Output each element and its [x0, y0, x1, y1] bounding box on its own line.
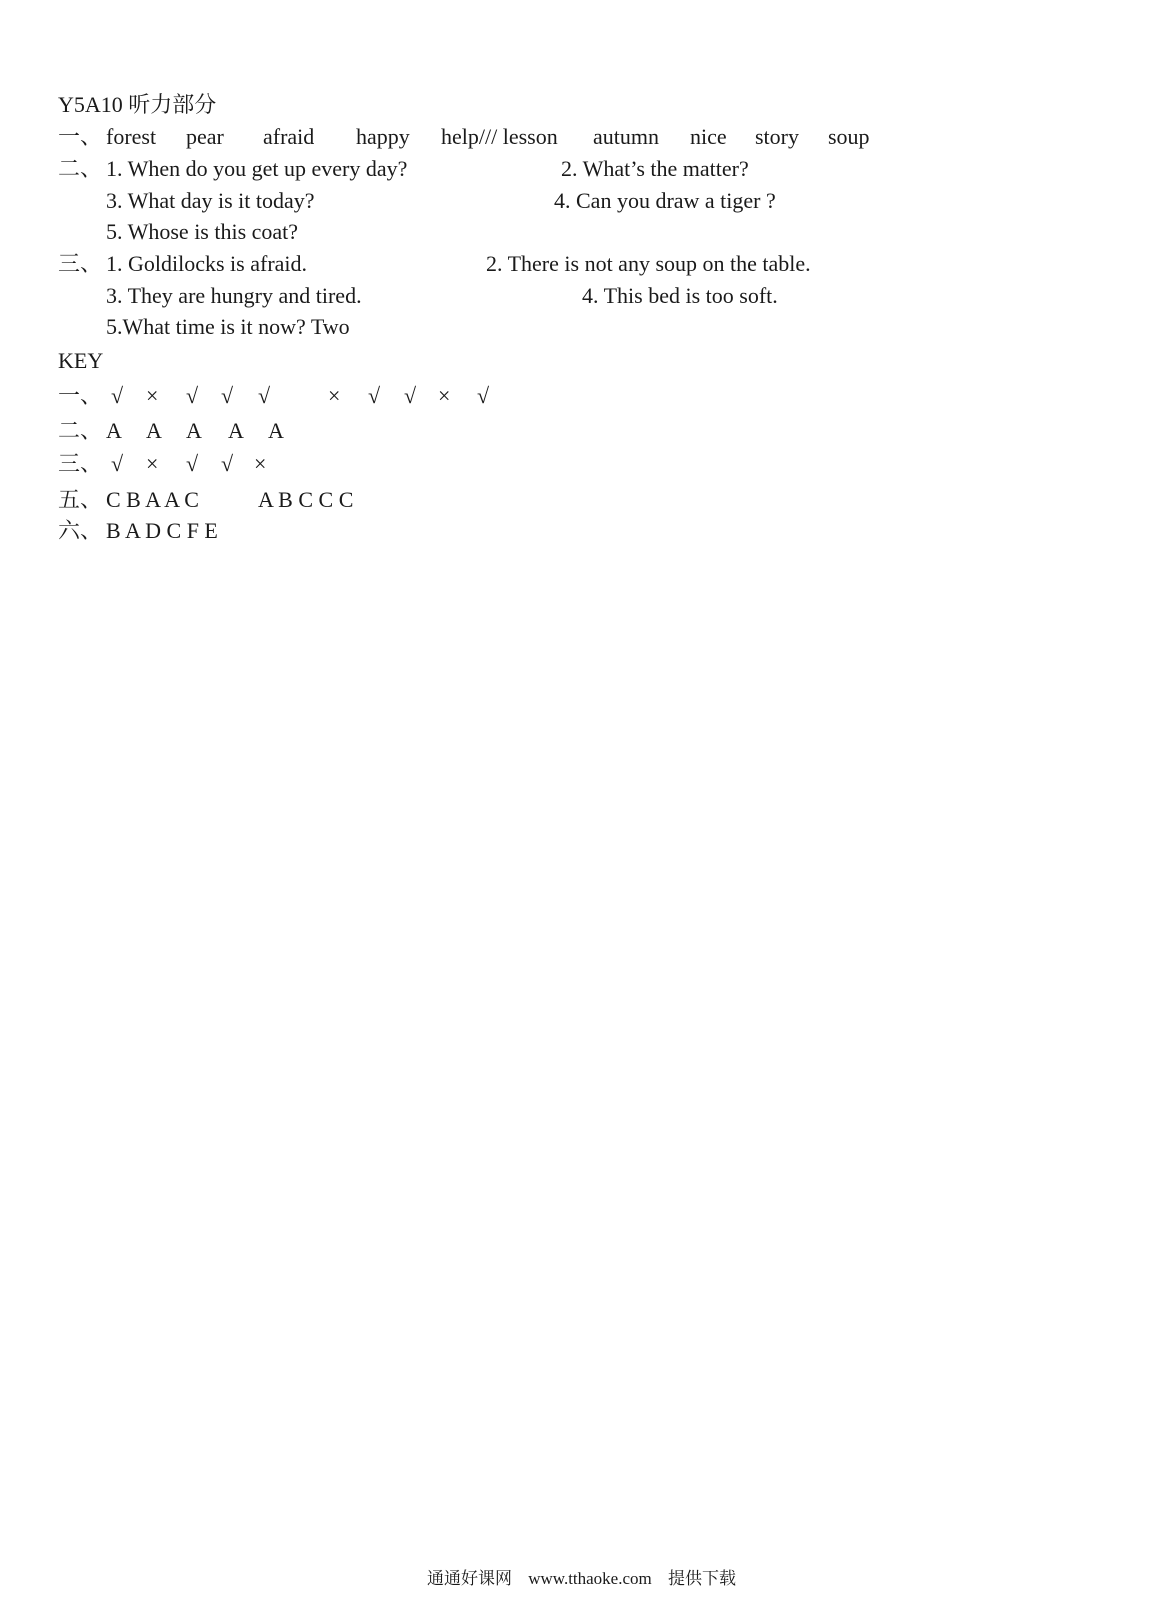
word: happy	[356, 124, 410, 149]
answer-mark: ×	[328, 383, 341, 408]
answer-mark: √	[111, 383, 124, 408]
answer-mark: √	[221, 383, 234, 408]
word: soup	[828, 124, 870, 149]
sentence: 2. There is not any soup on the table.	[486, 251, 811, 276]
answer-mark: √	[477, 383, 490, 408]
page-footer	[0, 1567, 1163, 1591]
section-label: 三、	[58, 251, 103, 276]
answer-mark: √	[221, 451, 234, 476]
answer-mark: √	[368, 383, 381, 408]
word: forest	[106, 124, 157, 149]
answer-group: C B A A C	[106, 487, 199, 512]
answer-mark: √	[404, 383, 417, 408]
key-part5	[58, 485, 758, 515]
answer-mark: ×	[438, 383, 451, 408]
answer-mark: √	[258, 383, 271, 408]
sentence: 4. This bed is too soft.	[582, 283, 778, 308]
footer-url: www.tthaoke.com	[528, 1569, 652, 1588]
footer-note: 提供下载	[668, 1569, 737, 1588]
word: help/// lesson	[441, 124, 558, 149]
sentence: 1. Goldilocks is afraid.	[106, 251, 308, 276]
answer-mark: A	[146, 418, 162, 443]
word: story	[755, 124, 799, 149]
listening-part2-row1	[58, 154, 1058, 184]
section-label: 二、	[58, 418, 103, 443]
section-label: 一、	[58, 124, 103, 149]
sentence: 3. They are hungry and tired.	[106, 283, 362, 308]
section-label: 五、	[58, 487, 103, 512]
sentence: 5.What time is it now? Two	[106, 314, 350, 339]
word: nice	[690, 124, 727, 149]
answer-mark: √	[111, 451, 124, 476]
key-part1	[58, 381, 758, 411]
question: 3. What day is it today?	[106, 188, 315, 213]
word: autumn	[593, 124, 659, 149]
answer-group: A B C C C	[258, 487, 354, 512]
key-heading: KEY	[58, 348, 104, 373]
answer-mark: ×	[146, 451, 159, 476]
listening-part2-row2	[58, 186, 1058, 216]
question: 1. When do you get up every day?	[106, 156, 408, 181]
listening-part3-row2	[58, 281, 1058, 311]
listening-part3-row3	[58, 312, 1058, 342]
section-label: 二、	[58, 156, 103, 181]
answer-mark: √	[186, 383, 199, 408]
key-part6	[58, 516, 758, 546]
key-part3	[58, 449, 758, 479]
question: 5. Whose is this coat?	[106, 219, 299, 244]
answer-group: B A D C F E	[106, 518, 218, 543]
answer-mark: A	[106, 418, 122, 443]
section-label: 六、	[58, 518, 103, 543]
question: 2. What’s the matter?	[561, 156, 749, 181]
question: 4. Can you draw a tiger ?	[554, 188, 776, 213]
answer-mark: A	[268, 418, 284, 443]
document-title: Y5A10 听力部分	[58, 92, 217, 117]
section-label: 一、	[58, 383, 103, 408]
section-label: 三、	[58, 451, 103, 476]
word: afraid	[263, 124, 315, 149]
listening-part3-row1	[58, 249, 1058, 279]
listening-part2-row3	[58, 217, 1058, 247]
answer-mark: A	[228, 418, 244, 443]
answer-mark: ×	[254, 451, 267, 476]
footer-site-name: 通通好课网	[426, 1569, 512, 1588]
answer-mark: ×	[146, 383, 159, 408]
answer-mark: √	[186, 451, 199, 476]
answer-mark: A	[186, 418, 202, 443]
key-part2	[58, 416, 758, 446]
listening-part1	[58, 122, 1058, 152]
word: pear	[186, 124, 224, 149]
